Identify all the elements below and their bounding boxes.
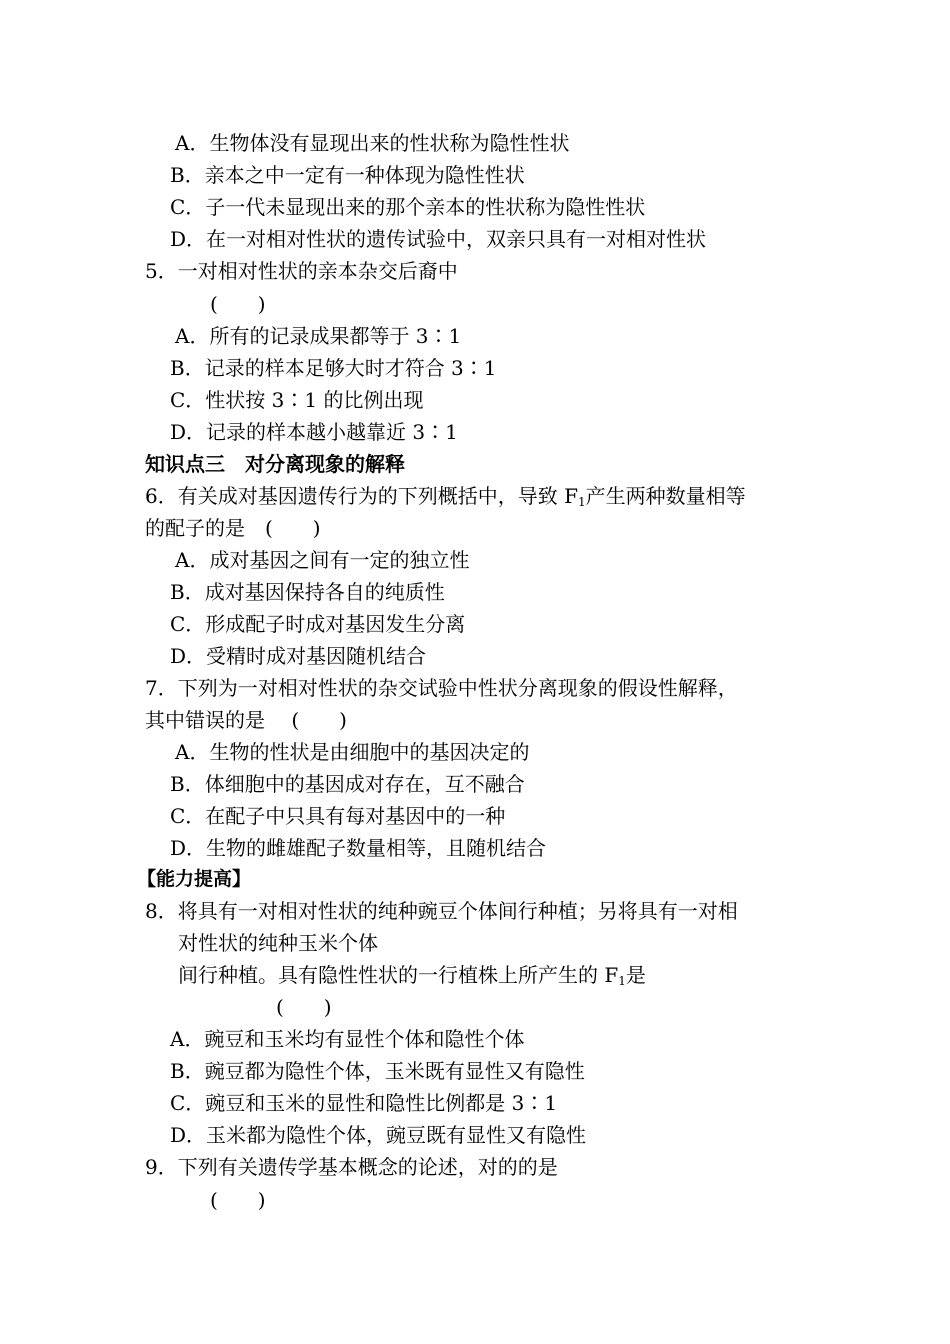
- q7-option-d: D．生物的雌雄配子数量相等，且随机结合: [170, 836, 547, 860]
- q8-option-d: D．玉米都为隐性个体，豌豆既有显性又有隐性: [170, 1123, 587, 1147]
- q8-stem: 8．将具有一对相对性状的纯种豌豆个体间行种植；另将具有一对相: [145, 899, 738, 923]
- q8-option-a: A．豌豆和玉米均有显性个体和隐性个体: [170, 1027, 525, 1051]
- q5-answer-paren: ( ): [210, 292, 266, 316]
- q6-option-b: B．成对基因保持各自的纯质性: [170, 580, 445, 604]
- q6-stem-text: 6．有关成对基因遗传行为的下列概括中，导致 F: [145, 484, 578, 508]
- q8-stem-subscript: 1: [618, 974, 626, 988]
- q8-stem-text: 间行种植。具有隐性性状的一行植株上所产生的 F: [178, 963, 619, 987]
- q4-option-c: C．子一代未显现出来的那个亲本的性状称为隐性性状: [170, 195, 646, 219]
- q6-stem-subscript: 1: [577, 495, 586, 509]
- q4-option-b: B．亲本之中一定有一种体现为隐性性状: [170, 163, 525, 187]
- q8-stem-line3: [178, 962, 646, 994]
- q6-option-a: A．成对基因之间有一定的独立性: [175, 548, 470, 572]
- section-heading-ability: 【能力提高】: [137, 868, 252, 890]
- q6-option-c: C．形成配子时成对基因发生分离: [170, 612, 466, 636]
- q6-stem-line2: 的配子的是 ( ): [145, 516, 321, 540]
- q9-stem: 9．下列有关遗传学基本概念的论述，对的的是: [145, 1155, 558, 1179]
- q8-option-c: C．豌豆和玉米的显性和隐性比例都是 3∶1: [170, 1091, 558, 1115]
- q9-answer-paren: ( ): [210, 1188, 266, 1212]
- q5-stem: 5．一对相对性状的亲本杂交后裔中: [145, 259, 458, 283]
- q7-option-b: B．体细胞中的基因成对存在，互不融合: [170, 772, 525, 796]
- q4-option-a: A．生物体没有显现出来的性状称为隐性性状: [175, 131, 570, 155]
- q6-stem: [145, 483, 746, 515]
- q8-option-b: B．豌豆都为隐性个体，玉米既有显性又有隐性: [170, 1059, 585, 1083]
- q6-option-d: D．受精时成对基因随机结合: [170, 644, 427, 668]
- q8-answer-paren: ( ): [276, 995, 332, 1019]
- q5-option-b: B．记录的样本足够大时才符合 3∶1: [170, 356, 497, 380]
- q5-option-d: D．记录的样本越小越靠近 3∶1: [170, 420, 458, 444]
- q8-stem-text-end: 是: [625, 963, 646, 987]
- q7-option-c: C．在配子中只具有每对基因中的一种: [170, 804, 506, 828]
- q7-option-a: A．生物的性状是由细胞中的基因决定的: [175, 740, 530, 764]
- section-heading-3: 知识点三 对分离现象的解释: [145, 452, 405, 476]
- q7-stem: 7．下列为一对相对性状的杂交试验中性状分离现象的假设性解释，: [145, 676, 738, 700]
- q7-stem-line2: 其中错误的是 ( ): [145, 708, 347, 732]
- q4-option-d: D．在一对相对性状的遗传试验中，双亲只具有一对相对性状: [170, 227, 707, 251]
- q6-stem-text-end: 产生两种数量相等: [585, 484, 746, 508]
- q5-option-a: A．所有的记录成果都等于 3∶1: [175, 324, 462, 348]
- q8-stem-line2: 对性状的纯种玉米个体: [178, 931, 378, 955]
- q5-option-c: C．性状按 3∶1 的比例出现: [170, 388, 424, 412]
